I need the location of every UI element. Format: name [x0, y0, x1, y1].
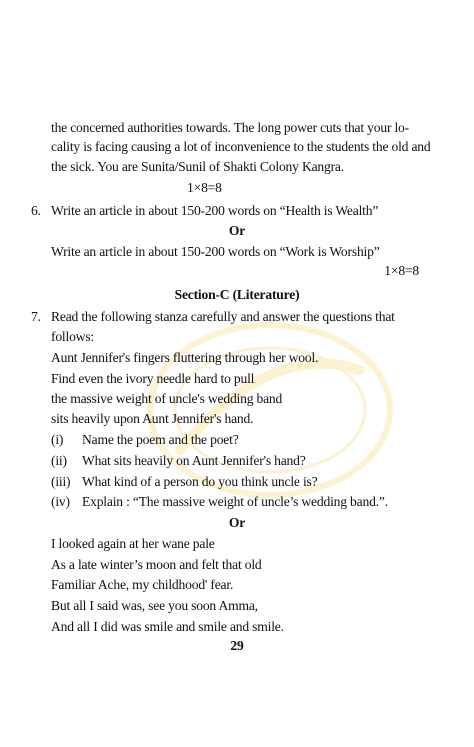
- stanza-line-1: Aunt Jennifer's fingers fluttering through her wool.: [51, 350, 319, 365]
- q6-text: Write an article in about 150-200 words on “Health is Wealth”: [51, 203, 379, 218]
- q6-marks: 1×8=8: [384, 263, 419, 278]
- intro-marks: 1×8=8: [187, 180, 222, 195]
- question-num-ii: (ii): [51, 453, 67, 468]
- question-text-iii: What kind of a person do you think uncle is?: [82, 474, 318, 489]
- page-number: 29: [230, 638, 244, 653]
- stanza-line-2: Find even the ivory needle hard to pull: [51, 371, 255, 386]
- alt-stanza-line-3: Familiar Ache, my childhood' fear.: [51, 577, 234, 592]
- question-text-iv: Explain : “The massive weight of uncle’s wedding band.”.: [82, 494, 388, 509]
- question-num-iv: (iv): [51, 494, 70, 509]
- alt-stanza-line-4: But all I said was, see you soon Amma,: [51, 598, 258, 613]
- intro-line-2: cality is facing causing a lot of inconvenience to the students the old and: [51, 139, 431, 154]
- q7-prompt-line-1: Read the following stanza carefully and answer the questions that: [51, 309, 395, 324]
- q7-prompt-line-2: follows:: [51, 329, 94, 344]
- question-num-iii: (iii): [51, 474, 71, 489]
- q6-number: 6.: [31, 203, 41, 218]
- stanza-line-4: sits heavily upon Aunt Jennifer's hand.: [51, 411, 254, 426]
- q6-alt-text: Write an article in about 150-200 words on “Work is Worship”: [51, 244, 380, 259]
- question-text-i: Name the poem and the poet?: [82, 432, 239, 447]
- intro-line-3: the sick. You are Sunita/Sunil of Shakti Colony Kangra.: [51, 159, 344, 174]
- question-text-ii: What sits heavily on Aunt Jennifer's hand?: [82, 453, 306, 468]
- section-c-heading: Section-C (Literature): [174, 287, 300, 302]
- stanza-line-3: the massive weight of uncle's wedding band: [51, 391, 283, 406]
- q7-or: Or: [228, 515, 246, 530]
- q6-or: Or: [228, 223, 246, 238]
- alt-stanza-line-1: I looked again at her wane pale: [51, 536, 215, 551]
- alt-stanza-line-5: And all I did was smile and smile and smile.: [51, 619, 284, 634]
- intro-line-1: the concerned authorities towards. The long power cuts that your lo-: [51, 120, 409, 135]
- alt-stanza-line-2: As a late winter’s moon and felt that old: [51, 557, 262, 572]
- question-num-i: (i): [51, 432, 64, 447]
- q7-number: 7.: [31, 309, 41, 324]
